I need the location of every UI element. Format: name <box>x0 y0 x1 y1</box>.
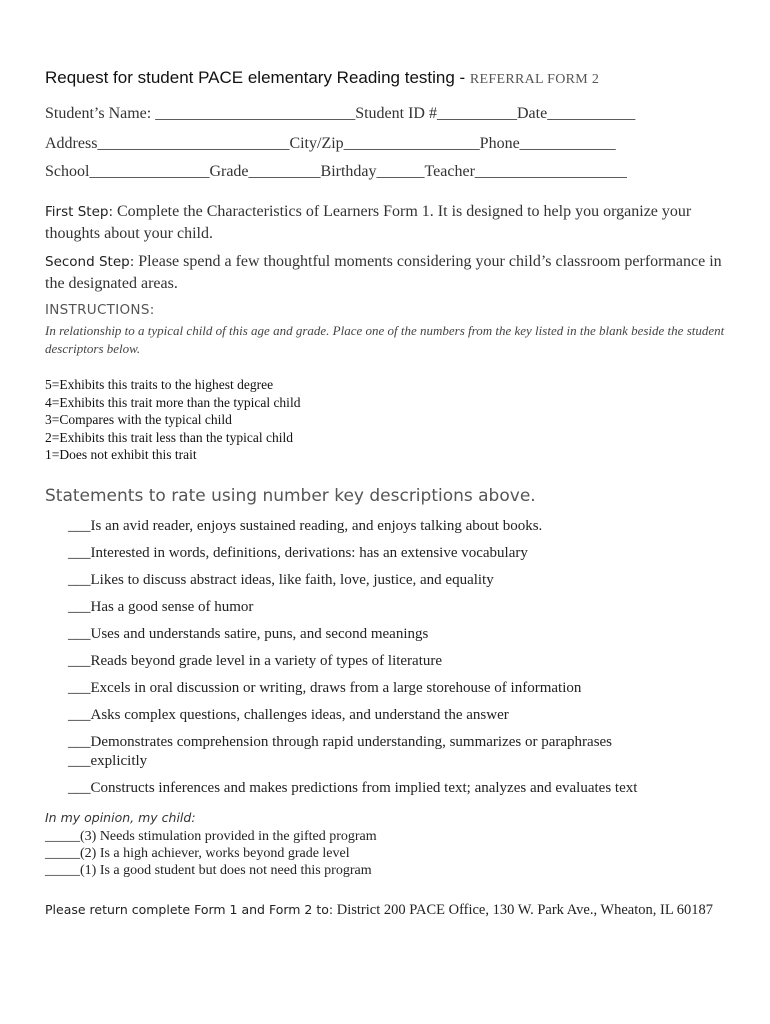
opinion-options <box>45 828 377 879</box>
statement-item[interactable]: ___Interested in words, definitions, derivations: has an extensive vocabulary <box>68 545 528 561</box>
key-item: 5=Exhibits this traits to the highest degree <box>45 377 274 392</box>
statement-item[interactable]: ___Is an avid reader, enjoys sustained reading, and enjoys talking about books. <box>68 518 543 534</box>
statement-item[interactable]: ___Excels in oral discussion or writing, draws from a large storehouse of information <box>68 680 582 696</box>
opinion-option[interactable]: _____(1) Is a good student but does not need this program <box>45 863 372 878</box>
key-item: 2=Exhibits this trait less than the typical child <box>45 429 293 445</box>
statements-heading: Statements to rate using number key descriptions above. <box>45 486 536 506</box>
first-step-text: Complete the Characteristics of Learners Form 1. It is designed to help you organize your thoughts about your child. <box>45 203 692 242</box>
key-item: 1=Does not exhibit this trait <box>45 447 197 463</box>
statement-item[interactable]: ___Reads beyond grade level in a variety of types of literature <box>68 653 443 669</box>
opinion-heading: In my opinion, my child: <box>45 810 196 825</box>
statement-line: ___explicitly <box>68 753 148 769</box>
address-city-phone-line[interactable]: Address________________________City/Zip_________________Phone____________ <box>45 135 616 152</box>
statement-item-multiline[interactable] <box>68 733 738 771</box>
first-step <box>45 201 735 245</box>
student-name-id-date-line[interactable]: Student’s Name: _________________________Student ID #__________Date___________ <box>45 105 636 122</box>
statements-list <box>68 517 738 806</box>
statement-item[interactable]: ___Uses and understands satire, puns, and second meanings <box>68 626 429 642</box>
title-main: Request for student PACE elementary Reading testing - <box>45 68 470 87</box>
opinion-option[interactable]: _____(3) Needs stimulation provided in the gifted program <box>45 829 377 844</box>
first-step-label: First Step: <box>45 204 113 220</box>
instructions-heading: INSTRUCTIONS: <box>45 302 155 318</box>
return-label: Please return complete Form 1 and Form 2 to: <box>45 902 334 917</box>
opinion-option[interactable]: _____(2) Is a high achiever, works beyond grade level <box>45 846 350 861</box>
statement-item[interactable]: ___Constructs inferences and makes predictions from implied text; analyzes and evaluates text <box>68 780 638 796</box>
statement-item[interactable]: ___Asks complex questions, challenges ideas, and understand the answer <box>68 707 509 723</box>
second-step <box>45 251 735 295</box>
statement-line: ___Demonstrates comprehension through rapid understanding, summarizes or paraphrases <box>68 734 613 750</box>
return-address: District 200 PACE Office, 130 W. Park Ave., Wheaton, IL 60187 <box>333 902 714 918</box>
form-tag: REFERRAL FORM 2 <box>469 72 600 87</box>
statement-item[interactable]: ___Has a good sense of humor <box>68 599 254 615</box>
key-item: 3=Compares with the typical child <box>45 412 232 428</box>
statement-item[interactable]: ___Likes to discuss abstract ideas, like faith, love, justice, and equality <box>68 572 494 588</box>
key-item: 4=Exhibits this trait more than the typical child <box>45 394 301 410</box>
second-step-text: Please spend a few thoughtful moments considering your child’s classroom performance in the designated areas. <box>45 253 722 292</box>
second-step-label: Second Step: <box>45 254 135 270</box>
instructions-body: In relationship to a typical child of this age and grade. Place one of the numbers from the key listed in the blank beside the student descriptors below. <box>45 323 725 356</box>
school-grade-birthday-teacher-line[interactable]: School_______________Grade_________Birthday______Teacher___________________ <box>45 163 627 180</box>
rating-key <box>45 376 300 464</box>
return-instructions <box>45 900 735 920</box>
page-title <box>45 68 599 88</box>
